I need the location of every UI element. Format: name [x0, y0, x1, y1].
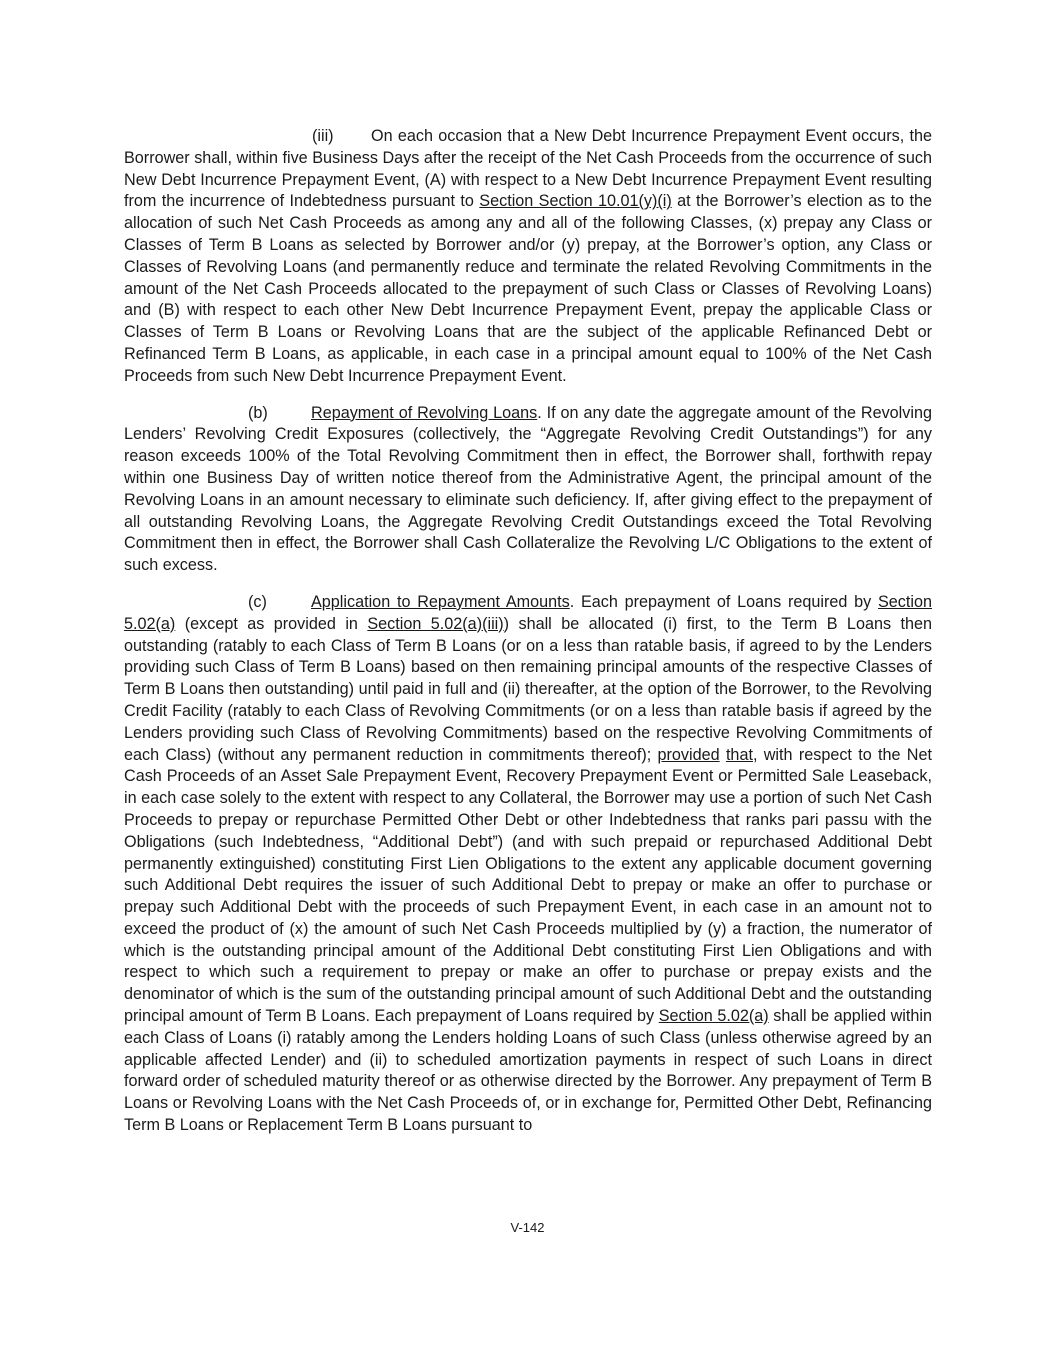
paragraph-c: [124, 592, 932, 1137]
paragraph-c-text-1: . Each prepayment of Loans required by: [569, 592, 878, 611]
that-term: that: [725, 745, 753, 764]
paragraph-iii: [124, 126, 932, 388]
paragraph-b: [124, 403, 932, 577]
paragraph-b-heading: Repayment of Revolving Loans: [311, 403, 538, 422]
paragraph-iii-label: (iii): [312, 127, 334, 145]
page-number: V-142: [510, 1220, 545, 1235]
paragraph-b-text: . If on any date the aggregate amount of the Revolving Lenders’ Revolving Credit Exposures (collectively, the “Aggregate Revolving Credit Outstandings”) for any reason exceeds 100% of the Total Revolving Commitment then in effect, the Borrower shall, forthwith repay within one Business Day of written notice thereof from the Administrative Agent, the principal amount of the Revolving Loans in an amount necessary to eliminate such deficiency. If, after giving effect to the prepayment of all outstanding Revolving Loans, the Aggregate Revolving Credit Outstandings exceed the Total Revolving Commitment then in effect, the Borrower shall Cash Collateralize the Revolving L/C Obligations to the extent of such excess.: [124, 403, 932, 575]
paragraph-c-text-5: , with respect to the Net Cash Proceeds of an Asset Sale Prepayment Event, Recovery Prepayment Event or Permitted Sale Leaseback, in each case solely to the extent with respect to any Collateral, the Borrower may use a portion of such Net Cash Proceeds to prepay or repurchase Permitted Other Debt or other Indebtedness that ranks pari passu with the Obligations (such Indebtedness, “Additional Debt”) (and with such prepaid or repurchased Additional Debt permanently extinguished) constituting First Lien Obligations to the extent any applicable document governing such Additional Debt requires the issuer of such Additional Debt to prepay or make an offer to purchase or prepay such Additional Debt with the proceeds of such Prepayment Event, in each case in an amount not to exceed the product of (x) the amount of such Net Cash Proceeds multiplied by (y) a fraction, the numerator of which is the outstanding principal amount of the Additional Debt constituting First Lien Obligations and with respect to which such a requirement to prepay or make an offer to purchase or prepay exists and the denominator of which is the sum of the outstanding principal amount of such Additional Debt and the outstanding principal amount of Term B Loans. Each prepayment of Loans required by: [124, 745, 932, 1026]
paragraph-b-label: (b): [248, 403, 268, 422]
paragraph-c-label: (c): [248, 592, 267, 611]
section-5-02-a-reference: Section 5.02(a): [124, 592, 932, 633]
provided-term: provided: [657, 745, 720, 764]
section-5-02-a-iii-reference: Section 5.02(a)(iii): [367, 614, 504, 633]
paragraph-iii-text-2: at the Borrower’s election as to the allocation of such Net Cash Proceeds as among any and all of the following Classes, (x) prepay any Class or Classes of Term B Loans as selected by Borrower and/or (y) prepay, at the Borrower’s option, any Class or Classes of Revolving Loans (and permanently reduce and terminate the related Revolving Commitments in the amount of the Net Cash Proceeds allocated to the prepayment of such Class or Classes of Revolving Loans) and (B) with respect to each other New Debt Incurrence Prepayment Event, prepay the applicable Class or Classes of Term B Loans or Revolving Loans that are the subject of the applicable Refinanced Debt or Refinanced Term B Loans, as applicable, in each case in a principal amount equal to 100% of the Net Cash Proceeds from such New Debt Incurrence Prepayment Event.: [124, 192, 932, 385]
paragraph-c-text-2: (except as provided in: [175, 614, 368, 633]
paragraph-c-text-6: shall be applied within each Class of Loans (i) ratably among the Lenders holding Loans of such Class (unless otherwise agreed by an applicable affected Lender) and (ii) to scheduled amortization payments in respect of such Loans in direct forward order of scheduled maturity thereof or as otherwise directed by the Borrower. Any prepayment of Term B Loans or Revolving Loans with the Net Cash Proceeds of, or in exchange for, Permitted Other Debt, Refinancing Term B Loans or Replacement Term B Loans pursuant to: [124, 1007, 932, 1135]
paragraph-c-heading: Application to Repayment Amounts: [311, 592, 570, 611]
paragraph-iii-text-1: On each occasion that a New Debt Incurrence Prepayment Event occurs, the Borrower shall, within five Business Days after the receipt of the Net Cash Proceeds from the occurrence of such New Debt Incurrence Prepayment Event, (A) with respect to a New Debt Incurrence Prepayment Event resulting from the incurrence of Indebtedness pursuant to: [124, 127, 932, 211]
section-5-02-a-reference-2: Section 5.02(a): [658, 1007, 769, 1026]
document-body: [124, 126, 932, 1152]
section-10-01-reference: Section Section 10.01(y)(i): [479, 192, 672, 211]
paragraph-c-text-3: ) shall be allocated (i) first, to the Term B Loans then outstanding (ratably to each Class of Term B Loans (or on a less than ratable basis, if agreed to by the Lenders providing such Class of Term B Loans) based on then remaining principal amounts of the respective Classes of Term B Loans then outstanding) until paid in full and (ii) thereafter, at the option of the Borrower, to the Revolving Credit Facility (ratably to each Class of Revolving Commitments (or on a less than ratable basis if agreed by the Lenders providing such Class of Revolving Commitments) based on the respective Revolving Commitments of each Class) (without any permanent reduction in commitments thereof);: [124, 614, 932, 764]
